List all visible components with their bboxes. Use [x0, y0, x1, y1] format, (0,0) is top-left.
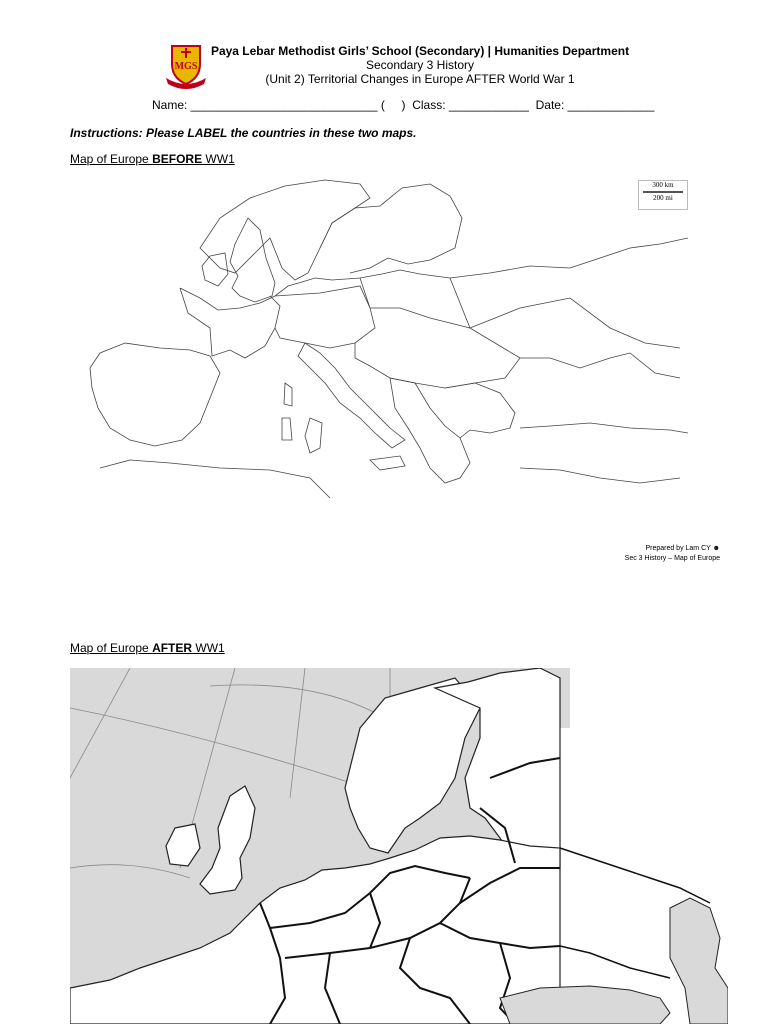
scale-km: 300 km — [652, 181, 674, 189]
map-europe-before-ww1 — [70, 178, 688, 506]
school-name: Paya Lebar Methodist Girls’ School (Secondary) | Humanities Department — [210, 44, 630, 58]
name-class-date-line[interactable]: Name: ____________________________ ( ) Class: ____________ Date: _____________ — [152, 98, 655, 112]
instructions: Instructions: Please LABEL the countries in these two maps. — [70, 126, 417, 140]
map-after-title-suffix: WW1 — [192, 641, 225, 655]
map-europe-after-ww1 — [70, 668, 728, 1024]
topic-line: (Unit 2) Territorial Changes in Europe AFTER World War 1 — [265, 72, 575, 86]
map-before-title-bold: BEFORE — [152, 152, 203, 166]
map-before-title — [70, 152, 235, 166]
map-before-title-suffix: WW1 — [202, 152, 235, 166]
scale-bar — [643, 191, 683, 193]
map-scale — [638, 180, 688, 210]
logo-text: MGS — [174, 61, 198, 72]
credit-author: Prepared by Lam CY ☻ — [645, 545, 720, 552]
map-after-title-bold: AFTER — [152, 641, 193, 655]
map-before-title-prefix: Map of Europe — [70, 152, 153, 166]
subject-line: Secondary 3 History — [365, 58, 475, 72]
map-after-title — [70, 641, 225, 655]
credit-subject: Sec 3 History – Map of Europe — [624, 555, 720, 562]
scale-mi: 200 mi — [653, 194, 673, 202]
map-after-title-prefix: Map of Europe — [70, 641, 153, 655]
